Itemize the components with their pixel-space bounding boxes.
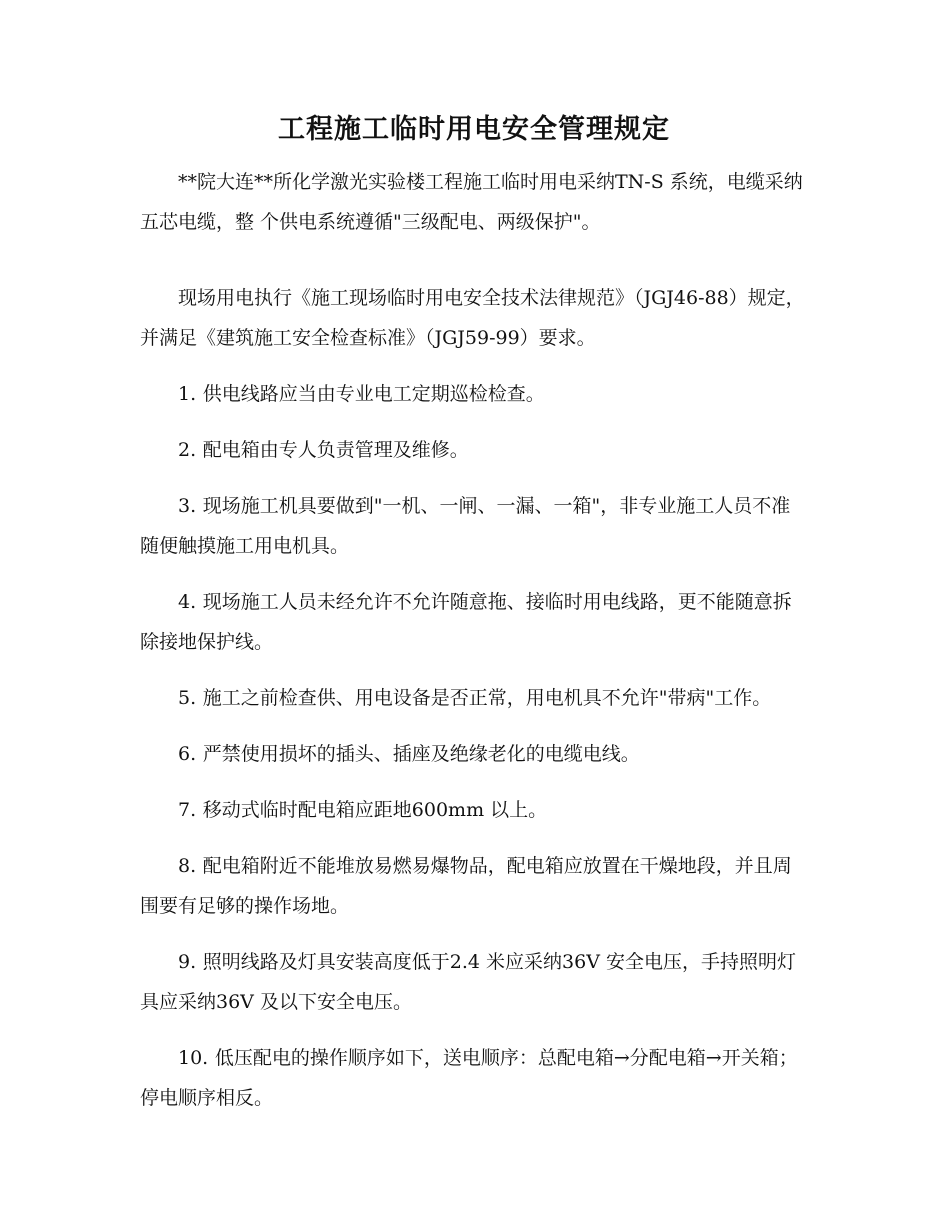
rule-number: 4. [178,591,197,613]
rule-number: 1. [178,383,197,405]
rule-text: 移动式临时配电箱应距地600mm 以上。 [202,799,548,821]
rule-number: 2. [178,439,197,461]
rule-item [140,430,808,470]
rule-item [140,734,808,774]
rule-text: 低压配电的操作顺序如下，送电顺序：总配电箱→分配电箱→开关箱；停电顺序相反。 [140,1047,798,1109]
rule-number: 7. [178,799,197,821]
rule-item [140,790,808,830]
rule-number: 5. [178,687,197,709]
rule-item [140,1038,808,1118]
rule-item [140,942,808,1022]
rule-text: 配电箱由专人负责管理及维修。 [202,439,469,461]
rule-number: 3. [178,495,197,517]
rule-number: 8. [178,855,197,877]
document-page [140,110,808,1134]
rule-text: 配电箱附近不能堆放易燃易爆物品，配电箱应放置在干燥地段，并且周围要有足够的操作场地。 [140,855,792,917]
rule-text: 现场施工人员未经允许不允许随意拖、接临时用电线路，更不能随意拆除接地保护线。 [140,591,792,653]
rule-item [140,678,808,718]
standards-paragraph: 现场用电执行《施工现场临时用电安全技术法律规范》（JGJ46-88）规定，并满足《建筑施工安全检查标准》（JGJ59-99）要求。 [140,287,805,349]
rule-text: 施工之前检查供、用电设备是否正常，用电机具不允许"带病"工作。 [202,687,772,709]
rule-text: 照明线路及灯具安装高度低于2.4 米应采纳36V 安全电压，手持照明灯具应采纳36V 及以下安全电压。 [140,951,796,1013]
rule-text: 供电线路应当由专业电工定期巡检检查。 [202,383,545,405]
rule-number: 6. [178,743,197,765]
rule-number: 9. [178,951,197,973]
document-title: 工程施工临时用电安全管理规定 [278,114,670,145]
rule-item [140,374,808,414]
rule-item [140,582,808,662]
rule-item [140,486,808,566]
rule-item [140,846,808,926]
rule-number: 10. [178,1047,209,1069]
rule-text: 现场施工机具要做到"一机、一闸、一漏、一箱"，非专业施工人员不准随便触摸施工用电机具。 [140,495,791,557]
rule-list [140,374,808,1118]
intro-paragraph: **院大连**所化学激光实验楼工程施工临时用电采纳TN-S 系统，电缆采纳五芯电缆，整 个供电系统遵循"三级配电、两级保护"。 [140,171,803,233]
rule-text: 严禁使用损坏的插头、插座及绝缘老化的电缆电线。 [202,743,640,765]
